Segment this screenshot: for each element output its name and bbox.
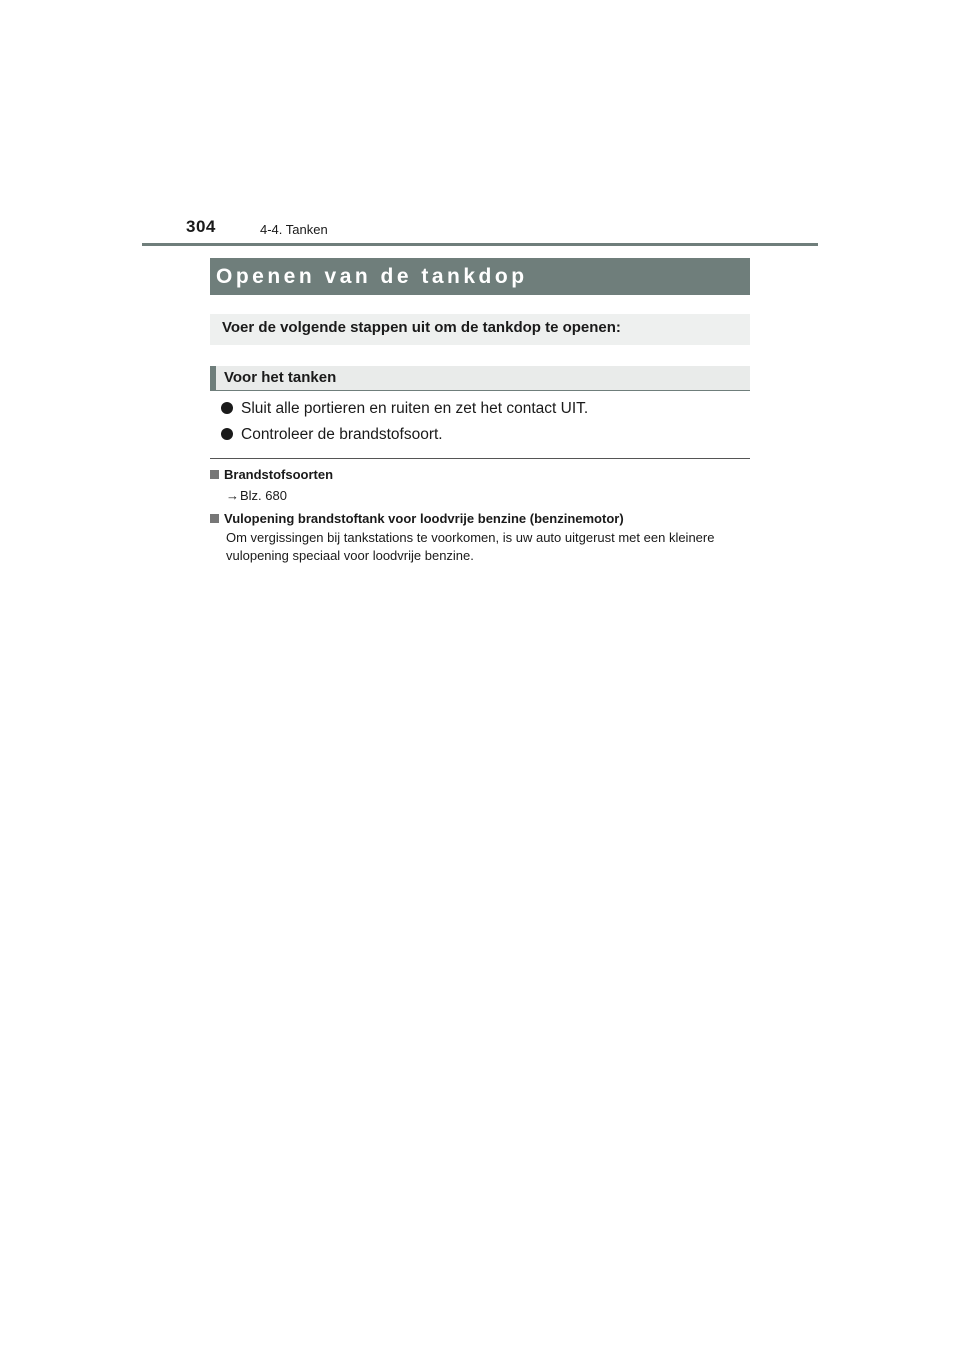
subsection-heading: Voor het tanken — [210, 366, 750, 391]
note — [210, 511, 750, 565]
breadcrumb: 4-4. Tanken — [260, 222, 328, 237]
notes-divider — [210, 458, 750, 459]
note-heading — [210, 467, 750, 483]
note — [210, 467, 750, 505]
bullet-list — [221, 397, 588, 449]
note-body-text: Om vergissingen bij tankstations te voorkomen, is uw auto uitgerust met een kleinere vulopening speciaal voor loodvrije benzine. — [226, 530, 715, 563]
note-heading — [210, 511, 750, 527]
header-divider — [142, 243, 818, 246]
list-item — [221, 397, 588, 423]
note-heading-text: Vulopening brandstoftank voor loodvrije benzine (benzinemotor) — [224, 511, 624, 526]
page-reference[interactable]: Blz. 680 — [240, 488, 287, 503]
list-item-text: Sluit alle portieren en ruiten en zet het contact UIT. — [241, 400, 589, 417]
filled-circle-icon — [221, 428, 233, 440]
page-number: 304 — [186, 217, 216, 236]
intro-box: Voer de volgende stappen uit om de tankdop te openen: — [210, 314, 750, 345]
right-arrow-icon: → — [226, 488, 239, 503]
square-icon — [210, 514, 219, 523]
square-icon — [210, 470, 219, 479]
section-title: Openen van de tankdop — [210, 258, 750, 295]
note-body — [210, 487, 750, 505]
filled-circle-icon — [221, 402, 233, 414]
note-heading-text: Brandstofsoorten — [224, 467, 334, 482]
list-item — [221, 423, 588, 449]
list-item-text: Controleer de brandstofsoort. — [241, 426, 443, 443]
